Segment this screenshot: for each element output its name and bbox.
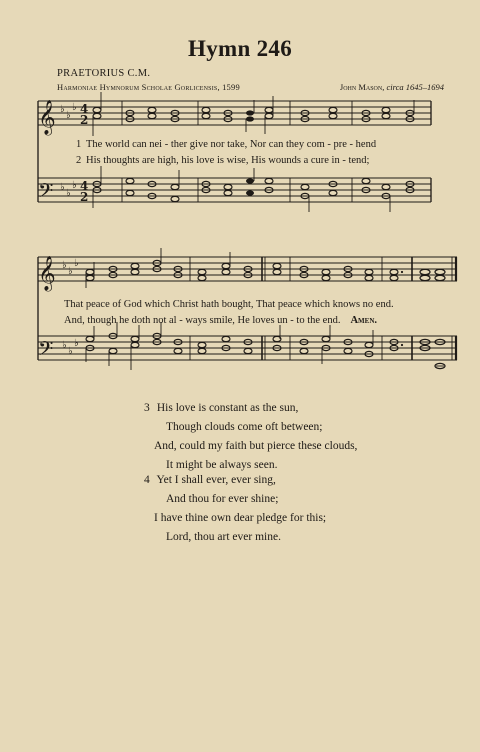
author-credit <box>340 82 444 92</box>
svg-text:♭: ♭ <box>66 188 71 199</box>
stanza-line <box>144 509 326 528</box>
lyric-line-2a <box>64 299 394 310</box>
stanza-3 <box>144 399 357 475</box>
verse-2-lyrics-cont: And, though he doth not al - ways smile, He loves un - to the end. <box>64 315 341 326</box>
tune-name: PRAETORIUS C.M. <box>57 68 151 79</box>
svg-text:♭: ♭ <box>68 346 73 357</box>
music-source: Harmoniae Hymnorum Scholae Gorlicensis, 1599 <box>57 82 240 92</box>
stanza-line <box>144 528 326 547</box>
svg-text:𝄞: 𝄞 <box>38 256 56 291</box>
stanza-4-line-2: And thou for ever shine; <box>166 493 279 505</box>
music-system-1 <box>0 92 480 212</box>
stanza-line <box>144 471 326 490</box>
stanza-3-line-4: It might be always seen. <box>166 459 278 471</box>
svg-text:♭: ♭ <box>62 260 67 271</box>
stanza-3-line-2: Though clouds come oft between; <box>166 421 323 433</box>
music-system-2 <box>0 246 480 376</box>
stanza-4 <box>144 471 326 547</box>
stanza-line <box>144 490 326 509</box>
stanza-3-line-3: And, could my faith but pierce these clouds, <box>154 440 358 452</box>
lyric-verse-2 <box>76 155 369 166</box>
verse-2-lyrics: His thoughts are high, his love is wise, His wounds a cure in - tend; <box>86 155 370 166</box>
svg-text:𝄞: 𝄞 <box>38 100 56 135</box>
stanza-number: 3 <box>144 402 150 414</box>
svg-text:♭: ♭ <box>74 338 79 349</box>
author-name: John Mason, <box>339 82 385 92</box>
svg-text:♭: ♭ <box>74 258 79 269</box>
lyric-line-2b <box>64 315 377 326</box>
svg-text:♭: ♭ <box>62 340 67 351</box>
stanza-line <box>144 418 357 437</box>
svg-text:4: 4 <box>80 102 89 116</box>
author-dates: circa 1645–1694 <box>386 82 444 92</box>
svg-text:♭: ♭ <box>66 110 71 121</box>
svg-text:𝄢: 𝄢 <box>38 179 54 207</box>
stanza-3-line-1: His love is constant as the sun, <box>156 402 299 414</box>
stanza-line <box>144 437 357 456</box>
amen-label: Amen. <box>350 315 378 326</box>
svg-text:♭: ♭ <box>60 182 65 193</box>
svg-text:4: 4 <box>80 179 89 193</box>
lyric-verse-1 <box>76 139 376 150</box>
svg-text:♭: ♭ <box>72 180 77 191</box>
svg-text:♭: ♭ <box>68 266 73 277</box>
svg-text:♭: ♭ <box>60 104 65 115</box>
verse-1-lyrics-cont: That peace of God which Christ hath bought, That peace which knows no end. <box>64 299 394 310</box>
svg-text:♭: ♭ <box>72 102 77 113</box>
svg-text:2: 2 <box>80 190 89 204</box>
stanza-4-line-4: Lord, thou art ever mine. <box>166 531 281 543</box>
stanza-number: 4 <box>144 474 150 486</box>
verse-1-lyrics: The world can nei - ther give nor take, Nor can they com - pre - hend <box>86 139 377 150</box>
stanza-4-line-1: Yet I shall ever, ever sing, <box>156 474 276 486</box>
verse-number: 1 <box>76 139 82 150</box>
svg-text:2: 2 <box>80 113 89 127</box>
stanza-line <box>144 399 357 418</box>
svg-text:𝄢: 𝄢 <box>38 337 54 365</box>
stanza-4-line-3: I have thine own dear pledge for this; <box>154 512 327 524</box>
verse-number: 2 <box>76 155 82 166</box>
hymn-title: Hymn 246 <box>188 36 292 61</box>
